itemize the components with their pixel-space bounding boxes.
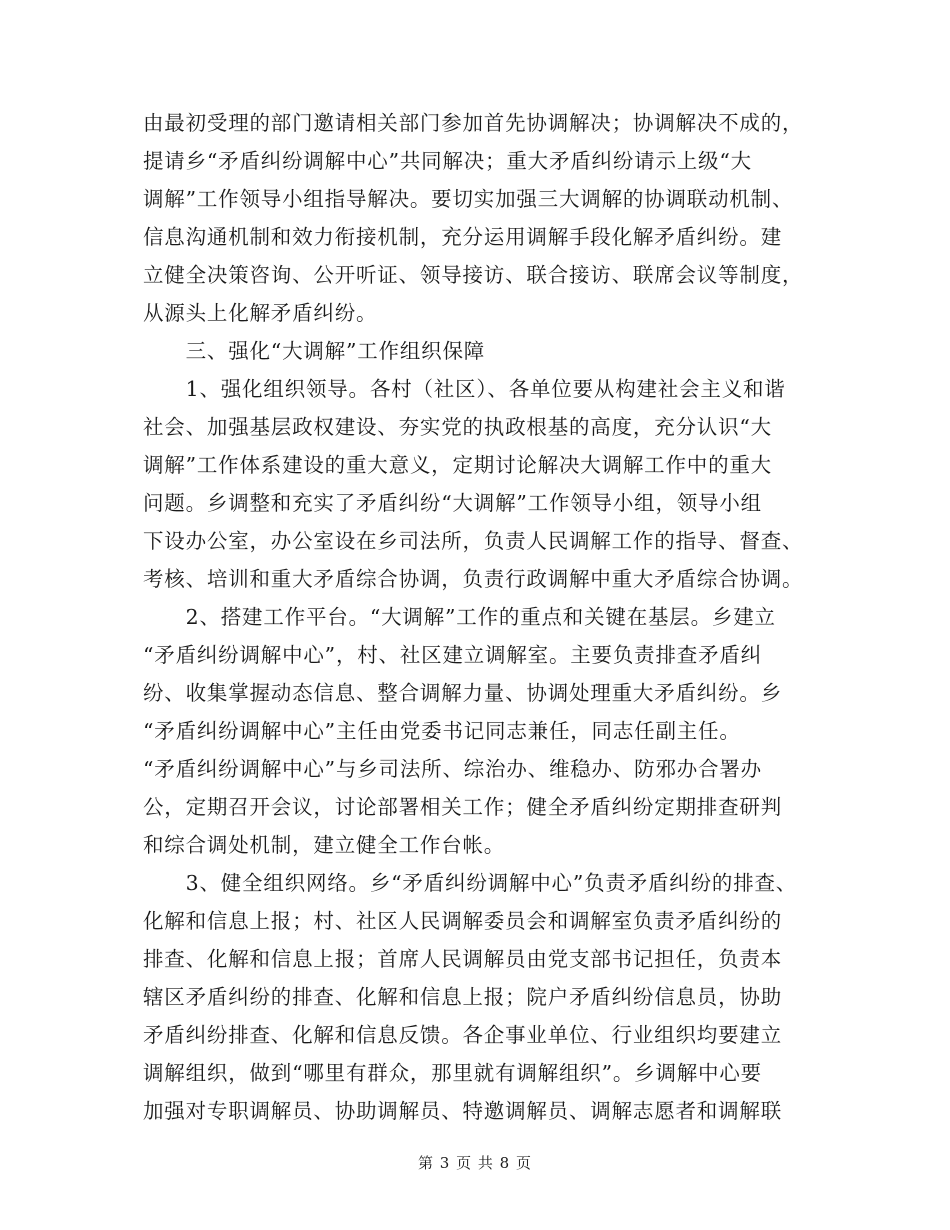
text-line: 矛盾纠纷排查、化解和信息反馈。各企事业单位、行业组织均要建立 (143, 1023, 782, 1047)
body-text (143, 104, 833, 1130)
text-line: “矛盾纠纷调解中心”主任由党委书记同志兼任，同志任副主任。 (143, 719, 741, 743)
text-line: 调解”工作体系建设的重大意义，定期讨论解决大调解工作中的重大 (143, 453, 772, 477)
section-heading: 三、强化“大调解”工作组织保障 (143, 339, 486, 363)
text-line: 下设办公室，办公室设在乡司法所，负责人民调解工作的指导、督查、 (143, 529, 804, 553)
text-line: 调解组织，做到“哪里有群众，那里就有调解组织”。乡调解中心要 (143, 1061, 762, 1085)
page-footer (0, 1152, 950, 1173)
text-line: 1、强化组织领导。各村（社区）、各单位要从构建社会主义和谐 (143, 377, 786, 401)
text-line: 2、搭建工作平台。“大调解”工作的重点和关键在基层。乡建立 (143, 605, 776, 629)
text-line: “矛盾纠纷调解中心”，村、社区建立调解室。主要负责排查矛盾纠 (143, 643, 762, 667)
text-line: 社会、加强基层政权建设、夯实党的执政根基的高度，充分认识“大 (143, 415, 772, 439)
text-line: 纷、收集掌握动态信息、整合调解力量、协调处理重大矛盾纠纷。乡 (143, 681, 782, 705)
text-line: “矛盾纠纷调解中心”与乡司法所、综治办、维稳办、防邪办合署办 (143, 757, 762, 781)
text-line: 调解”工作领导小组指导解决。要切实加强三大调解的协调联动机制、 (143, 187, 794, 211)
text-line: 加强对专职调解员、协助调解员、特邀调解员、调解志愿者和调解联 (143, 1099, 782, 1123)
text-line: 从源头上化解矛盾纠纷。 (143, 301, 378, 325)
text-line: 3、健全组织网络。乡“矛盾纠纷调解中心”负责矛盾纠纷的排查、 (143, 871, 798, 895)
text-line: 公，定期召开会议，讨论部署相关工作；健全矛盾纠纷定期排查研判 (143, 795, 782, 819)
page-number: 第 3 页 共 8 页 (418, 1154, 532, 1172)
text-line: 考核、培训和重大矛盾综合协调，负责行政调解中重大矛盾综合协调。 (143, 567, 804, 591)
text-line: 问题。乡调整和充实了矛盾纠纷“大调解”工作领导小组，领导小组 (143, 491, 762, 515)
text-line: 化解和信息上报；村、社区人民调解委员会和调解室负责矛盾纠纷的 (143, 909, 782, 933)
text-line: 排查、化解和信息上报；首席人民调解员由党支部书记担任，负责本 (143, 947, 782, 971)
text-line: 辖区矛盾纠纷的排查、化解和信息上报；院户矛盾纠纷信息员，协助 (143, 985, 782, 1009)
text-line: 提请乡“矛盾纠纷调解中心”共同解决；重大矛盾纠纷请示上级“大 (143, 149, 752, 173)
text-line: 信息沟通机制和效力衔接机制，充分运用调解手段化解矛盾纠纷。建 (143, 225, 782, 249)
text-line: 和综合调处机制，建立健全工作台帐。 (143, 833, 506, 857)
text-line: 由最初受理的部门邀请相关部门参加首先协调解决；协调解决不成的， (143, 111, 804, 135)
text-line: 立健全决策咨询、公开听证、领导接访、联合接访、联席会议等制度， (143, 263, 804, 287)
